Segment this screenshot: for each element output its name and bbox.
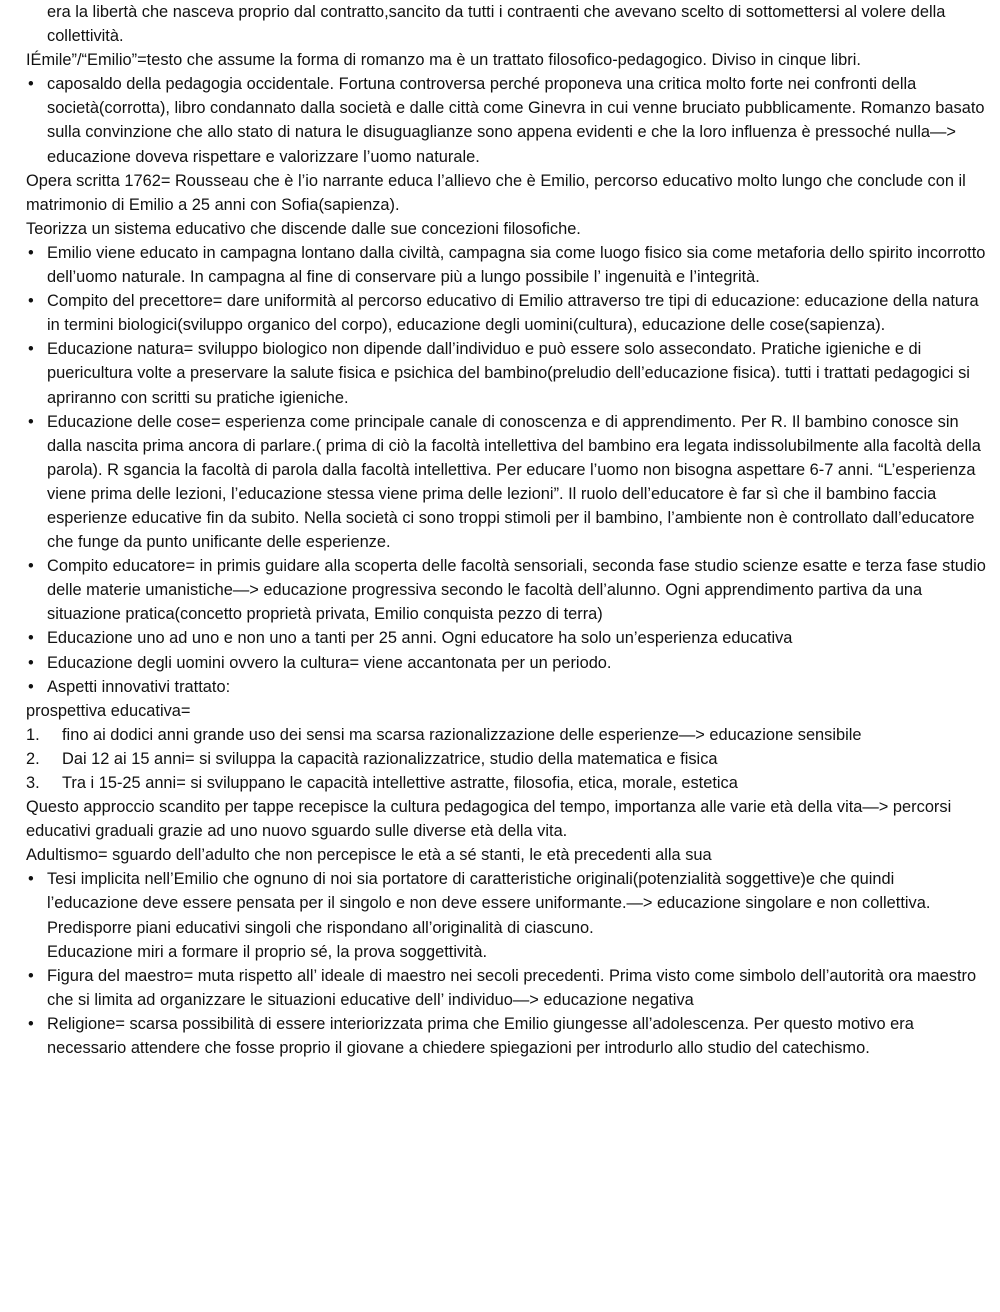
bullet-marker: •	[28, 340, 34, 359]
numbered-item	[26, 747, 986, 771]
numbered-item	[26, 723, 986, 747]
item-text: Dai 12 ai 15 anni= si sviluppa la capacità razionalizzatrice, studio della matematica e fisica	[62, 749, 718, 768]
bullet-item	[26, 554, 986, 626]
paragraph: Opera scritta 1762= Rousseau che è l’io narrante educa l’allievo che è Emilio, percorso educativo molto lungo che conclude con il matrimonio di Emilio a 25 anni con Sofia(sapienza).	[26, 171, 966, 214]
paragraph: Adultismo= sguardo dell’adulto che non percepisce le età a sé stanti, le età precedenti alla sua	[26, 846, 712, 865]
bullet-marker: •	[28, 243, 34, 262]
item-number: 1.	[26, 725, 40, 744]
bullet-item	[26, 72, 986, 168]
bullet-marker: •	[28, 629, 34, 648]
bullet-text: Educazione natura= sviluppo biologico non dipende dall’individuo e può essere solo assecondato. Pratiche igieniche e di puericultura volte a preservare la salute fisica e psichica del bambino(preludio dell’educazione fisica). tutti i trattati pedagogici si apriranno con scritti su pratiche igieniche.	[47, 340, 970, 407]
bullet-text: caposaldo della pedagogia occidentale. Fortuna controversa perché proponeva una critica molto forte nei confronti della società(corrotta), libro condannato dalla società e dalle città come Ginevra in cui venne bruciato pubblicamente. Romanzo basato sulla convinzione che allo stato di natura le disuguaglianze sono appena evidenti e che la loro influenza è pressoché nulla—> educazione doveva rispettare e valorizzare l’uomo naturale.	[47, 75, 985, 166]
bullet-text: Religione= scarsa possibilità di essere interiorizzata prima che Emilio giungesse all’adolescenza. Per questo motivo era necessario attendere che fosse proprio il giovane a chiedere spiegazioni per introdurlo allo studio del catechismo.	[47, 1014, 914, 1058]
bullet-marker: •	[28, 292, 34, 311]
item-text: fino ai dodici anni grande uso dei sensi ma scarsa razionalizzazione delle esperienze—> educazione sensibile	[62, 725, 862, 744]
bullet-marker: •	[28, 653, 34, 672]
bullet-item	[26, 675, 986, 699]
bullet-text: Educazione delle cose= esperienza come principale canale di conoscenza e di apprendimento. Per R. Il bambino conosce sin dalla nascita prima ancora di parlare.( prima di ciò la facoltà intellettiva del bambino era legata indissolubilmente alla facoltà della parola). R sgancia la facoltà di parola dalla facoltà intellettiva. Per educare l’uomo non bisogna aspettare 6-7 anni. “L’esperienza viene prima delle lezioni, l’educazione stessa viene prima delle lezioni”. Il ruolo dell’educatore è far sì che il bambino faccia esperienze educative fin da subito. Nella società ci sono troppi stimoli per il bambino, l’ambiente non è controllato dall’educatore che funge da punto unificante delle esperienze.	[47, 412, 981, 552]
bullet-text: Tesi implicita nell’Emilio che ognuno di noi sia portatore di caratteristiche originali(potenzialità soggettive)e che quindi l’educazione deve essere pensata per il singolo e non deve essere uniformante.—> educazione singolare e non collettiva. Predisporre piani educativi singoli che rispondano all’originalità di ciascuno.	[47, 870, 931, 937]
bullet-text: Educazione degli uomini ovvero la cultura= viene accantonata per un periodo.	[47, 653, 612, 672]
item-number: 3.	[26, 774, 40, 792]
paragraph: Teorizza un sistema educativo che discende dalle sue concezioni filosofiche.	[26, 219, 581, 238]
bullet-text-continuation: Educazione miri a formare il proprio sé, la prova soggettività.	[47, 942, 488, 961]
paragraph: Questo approccio scandito per tappe recepisce la cultura pedagogica del tempo, importanza alle varie età della vita—> percorsi educativi graduali grazie ad uno nuovo sguardo sulle diverse età della vita.	[26, 798, 952, 841]
bullet-item	[26, 626, 986, 650]
paragraph: era la libertà che nasceva proprio dal contratto,sancito da tutti i contraenti che avevano scelto di sottomettersi al volere della collettività.	[47, 3, 946, 46]
bullet-text: Educazione uno ad uno e non uno a tanti per 25 anni. Ogni educatore ha solo un’esperienza educativa	[47, 629, 793, 648]
item-number: 2.	[26, 749, 40, 768]
bullet-text: Compito educatore= in primis guidare alla scoperta delle facoltà sensoriali, seconda fase studio scienze esatte e terza fase studio delle materie umanistiche—> educazione progressiva secondo le facoltà dell’alunno. Ogni apprendimento partiva da una situazione pratica(concetto proprietà privata, Emilio conquista pezzo di terra)	[47, 557, 986, 624]
paragraph: prospettiva educativa=	[26, 701, 191, 720]
bullet-marker: •	[28, 1014, 34, 1033]
bullet-item	[26, 651, 986, 675]
bullet-item	[26, 337, 986, 409]
bullet-item	[26, 410, 986, 555]
document-body	[26, 0, 986, 1060]
bullet-marker: •	[28, 966, 34, 985]
bullet-item	[26, 289, 986, 337]
bullet-item	[26, 1012, 986, 1060]
bullet-text: Compito del precettore= dare uniformità al percorso educativo di Emilio attraverso tre tipi di educazione: educazione della natura in termini biologici(sviluppo organico del corpo), educazione degli uomini(cultura), educazione delle cose(sapienza).	[47, 292, 979, 335]
bullet-item	[26, 241, 986, 289]
bullet-text: Emilio viene educato in campagna lontano dalla civiltà, campagna sia come luogo fisico sia come metaforia dello spirito incorrotto dell’uomo naturale. In campagna al fine di conservare più a lungo possibile l’ ingenuità e l’integrità.	[47, 243, 986, 287]
bullet-item	[26, 867, 986, 963]
bullet-marker: •	[28, 677, 34, 696]
bullet-marker: •	[28, 412, 34, 431]
item-text: Tra i 15-25 anni= si sviluppano le capacità intellettive astratte, filosofia, etica, morale, estetica	[62, 774, 738, 792]
bullet-text: Figura del maestro= muta rispetto all’ ideale di maestro nei secoli precedenti. Prima visto come simbolo dell’autorità ora maestro che si limita ad organizzare le situazioni educative dell’ individuo—> educazione negativa	[47, 966, 977, 1009]
bullet-marker: •	[28, 870, 34, 889]
bullet-text: Aspetti innovativi trattato:	[47, 677, 231, 696]
bullet-marker: •	[28, 557, 34, 576]
paragraph: IÉmile”/“Emilio”=testo che assume la forma di romanzo ma è un trattato filosofico-pedagogico. Diviso in cinque libri.	[26, 51, 861, 70]
bullet-item	[26, 964, 986, 1012]
numbered-item	[26, 771, 986, 795]
bullet-marker: •	[28, 75, 34, 94]
